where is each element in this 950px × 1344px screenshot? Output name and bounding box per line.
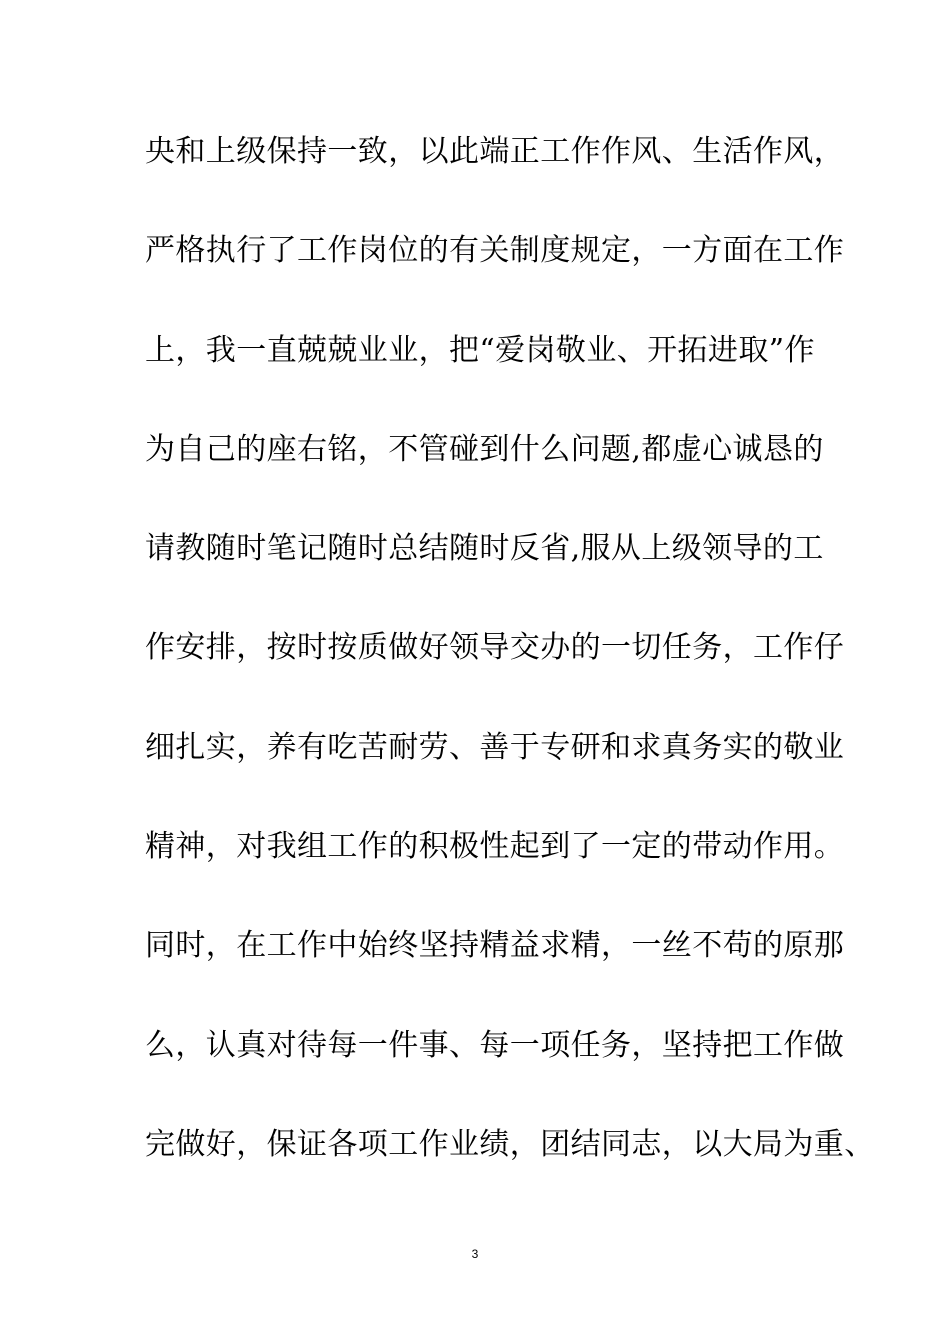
page-number: 3 xyxy=(471,1247,479,1261)
body-text-line: 么，认真对待每一件事、每一项任务，坚持把工作做 xyxy=(145,1028,845,1063)
body-text-line: 作安排，按时按质做好领导交办的一切任务，工作仔 xyxy=(145,630,845,665)
body-text-line: 细扎实，养有吃苦耐劳、善于专研和求真务实的敬业 xyxy=(145,730,845,765)
body-text-line: 同时，在工作中始终坚持精益求精，一丝不苟的原那 xyxy=(145,928,845,963)
body-text-line: 央和上级保持一致，以此端正工作作风、生活作风， xyxy=(145,134,845,169)
body-text-line: 上，我一直兢兢业业，把“爱岗敬业、开拓进取”作 xyxy=(145,333,815,368)
body-text-line: 为自己的座右铭，不管碰到什么问题,都虚心诚恳的 xyxy=(145,432,824,467)
body-text-line: 精神，对我组工作的积极性起到了一定的带动作用。 xyxy=(145,829,845,864)
body-text-line: 严格执行了工作岗位的有关制度规定，一方面在工作 xyxy=(145,233,845,268)
body-text-line: 请教随时笔记随时总结随时反省,服从上级领导的工 xyxy=(145,531,824,566)
body-text-line: 完做好，保证各项工作业绩，团结同志，以大局为重、 xyxy=(145,1127,875,1162)
